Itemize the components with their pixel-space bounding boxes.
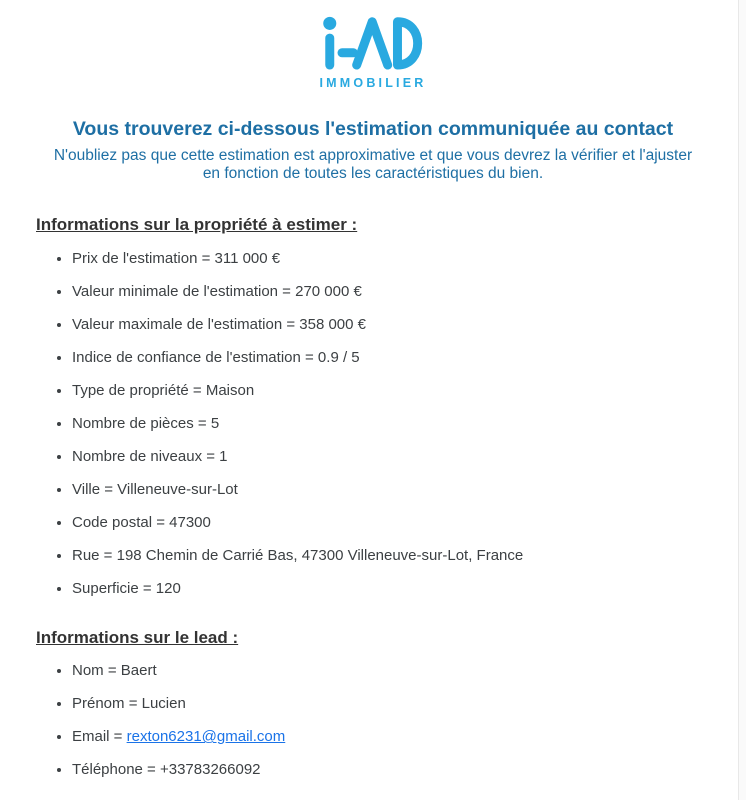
disclaimer-line-1: N'oubliez pas que cette estimation est approximative et que vous devrez la vérifier et l'ajuster — [53, 147, 693, 165]
email-link[interactable]: rexton6231@gmail.com — [126, 728, 286, 746]
list-item-city — [72, 481, 746, 499]
list-item-text: Nombre de niveaux = 1 — [72, 447, 228, 465]
list-item-text: Superficie = 120 — [72, 579, 181, 597]
list-item-surface — [72, 580, 746, 598]
list-item-property-type — [72, 382, 746, 400]
list-item-text: Nombre de pièces = 5 — [72, 414, 220, 432]
list-item-text: Email = — [72, 728, 127, 746]
disclaimer-line-2: en fonction de toutes les caractéristiques du bien. — [202, 165, 544, 183]
iad-logo-wordmark: IMMOBILIER — [319, 76, 427, 90]
list-item-last-name — [72, 662, 746, 680]
list-item-estimation-max — [72, 316, 746, 334]
list-item-phone — [72, 761, 746, 779]
list-item-text: Indice de confiance de l'estimation = 0.9 / 5 — [72, 348, 360, 366]
list-item-levels — [72, 448, 746, 466]
list-item-email — [72, 728, 746, 746]
iad-logo — [0, 0, 746, 90]
list-item-text: Valeur maximale de l'estimation = 358 000 € — [72, 315, 367, 333]
list-item-postal-code — [72, 514, 746, 532]
property-info-list — [36, 250, 746, 598]
list-item-confidence-index — [72, 349, 746, 367]
list-item-text: Type de propriété = Maison — [72, 381, 255, 399]
list-item-text: Nom = Baert — [72, 662, 157, 680]
list-item-text: Rue = 198 Chemin de Carrié Bas, 47300 Villeneuve-sur-Lot, France — [72, 546, 524, 564]
list-item-estimation-min — [72, 283, 746, 301]
iad-logo-icon — [319, 12, 427, 74]
disclaimer-text — [23, 147, 723, 183]
list-item-text: Valeur minimale de l'estimation = 270 000 € — [72, 282, 362, 300]
main-heading: Vous trouverez ci-dessous l'estimation communiquée au contact — [72, 118, 674, 140]
list-item-text: Téléphone = +33783266092 — [72, 761, 261, 779]
lead-info-list — [36, 662, 746, 779]
list-item-first-name — [72, 695, 746, 713]
list-item-text: Ville = Villeneuve-sur-Lot — [72, 480, 238, 498]
list-item-text: Prix de l'estimation = 311 000 € — [72, 249, 281, 267]
list-item-rooms — [72, 415, 746, 433]
property-section-heading: Informations sur la propriété à estimer : — [36, 215, 358, 235]
list-item-street — [72, 547, 746, 565]
list-item-text: Code postal = 47300 — [72, 513, 211, 531]
lead-section-heading: Informations sur le lead : — [36, 627, 239, 647]
list-item-text: Prénom = Lucien — [72, 695, 186, 713]
list-item-estimation-price — [72, 250, 746, 268]
viewport-right-edge — [738, 0, 746, 800]
